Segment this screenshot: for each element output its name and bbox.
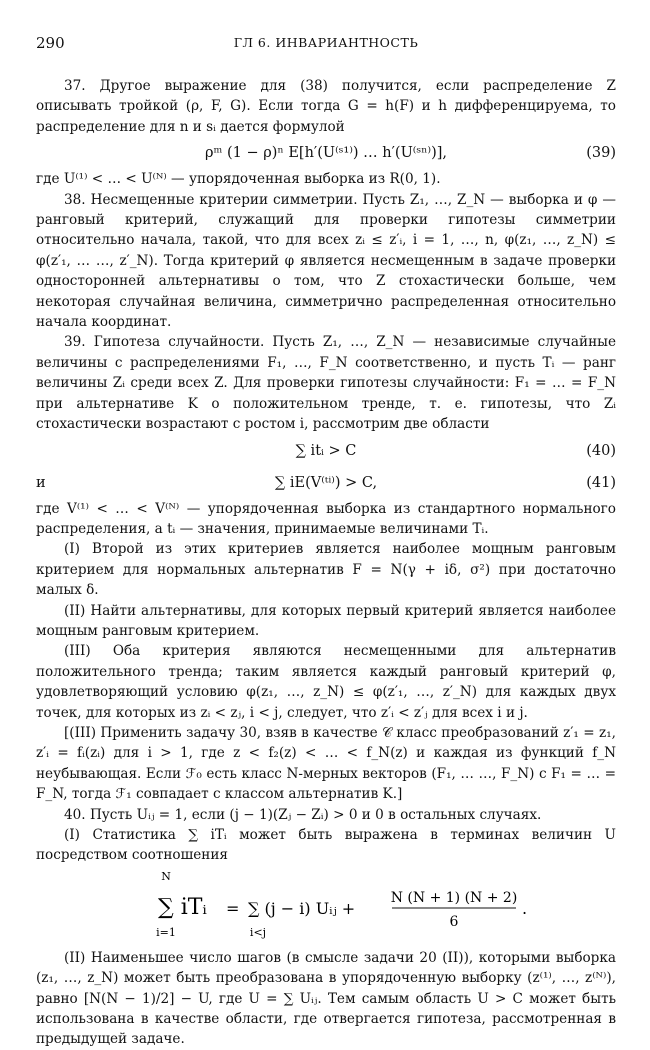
- sum-lower-limit: i=1: [156, 925, 176, 939]
- equation-40: [36, 435, 616, 467]
- problem-38-text: 38. Несмещенные критерии симметрии. Пусть Z₁, …, Z_N — выборка и φ — ранговый критерий, служащий для проверки гипотезы симметрии относительно начала, такой, что для всех zᵢ ≤ z′ᵢ, i = 1, …, n, φ(z₁, …, z_N) ≤ φ(z′₁, … …, z′_N). Тогда критерий φ является несмещенным в задаче проверки односторонней альтернативы о том, что Z стохастически больше, чем некоторая случайная величина, симметрично распределенная относительно начала координат.: [36, 191, 616, 331]
- equation-41: [36, 467, 616, 499]
- problem-40-part-2: (II) Наименьшее число шагов (в смысле задачи 20 (II)), которыми выборка (z₁, …, z_N) может быть преобразована в упорядоченную выборку (z⁽¹⁾, …, z⁽ᴺ⁾), равно [N(N − 1)/2] − U, где U = ∑ Uᵢⱼ. Тем самым область U > C может быть использована в качестве области, где отвергается гипотеза, рассмотренная в предыдущей задаче.: [36, 949, 616, 1048]
- equation-39-label: (39): [586, 145, 616, 162]
- equation-41-label: (41): [586, 474, 616, 491]
- problem-37-text: 37. Другое выражение для (38) получится, если распределение Z описывать тройкой (ρ, F, G). Если тогда G = h(F) и h дифференцируема, то распределение для n и sᵢ дается формулой: [36, 78, 616, 135]
- problem-39-part-1: (I) Второй из этих критериев является наиболее мощным ранговым критерием для нормальных альтернатив F = N(γ + iδ, σ²) при достаточно малых δ.: [36, 541, 616, 599]
- page-body: [36, 76, 616, 1050]
- problem-37-tail: где U⁽¹⁾ < … < U⁽ᴺ⁾ — упорядоченная выборка из R(0, 1).: [36, 171, 441, 188]
- equation-39-formula: ρᵐ (1 − ρ)ⁿ E[h′(U⁽ˢ¹⁾) … h′(U⁽ˢⁿ⁾)],: [205, 145, 447, 162]
- equation-41-formula: ∑ iE(V⁽ᵗⁱ⁾) > C,: [274, 474, 378, 491]
- problem-39-hint: [(III) Применить задачу 30, взяв в качестве 𝒞 класс преобразований z′₁ = z₁, z′ᵢ = fᵢ(zᵢ) для i > 1, где z < f₂(z) < … < f_N(z) и каждая из функций f_N неубывающая. Если ℱ₀ есть класс N-мерных векторов (F₁, … …, F_N) с F₁ = … = F_N, тогда ℱ₁ совпадает с классом альтернатив K.]: [36, 724, 616, 803]
- and-word: и: [36, 474, 46, 491]
- problem-39-text: 39. Гипотеза случайности. Пусть Z₁, …, Z_N — независимые случайные величины с распределениями F₁, …, F_N соответственно, и пусть Tᵢ — ранг величины Zᵢ среди всех Z. Для проверки гипотезы случайности: F₁ = … = F_N при альтернативе K о положительном тренде, т. е. гипотезы, что Zᵢ стохастически возрастают с ростом i, рассмотрим две области: [36, 334, 616, 433]
- running-title: ГЛ 6. ИНВАРИАНТНОСТЬ: [233, 35, 419, 50]
- sum-upper-limit: N: [161, 869, 171, 883]
- sum-rhs-lower-limit: i<j: [249, 925, 267, 939]
- book-page: [36, 20, 616, 1050]
- sum-lhs: ∑ iTᵢ: [158, 894, 207, 920]
- problem-40-part-1: (I) Статистика ∑ iTᵢ может быть выражена в терминах величин U посредством соотношения: [36, 827, 616, 864]
- problem-39-part-3: (III) Оба критерия являются несмещенными для альтернатив положительного тренда; таким является каждый ранговый критерий φ, удовлетворяющий условию φ(z₁, …, z_N) ≤ φ(z′₁, …, z′_N) для каждых двух точек, для которых из zᵢ < zⱼ, i < j, следует, что z′ᵢ < z′ⱼ для всех i и j.: [36, 643, 616, 721]
- fraction-numerator: N (N + 1) (N + 2): [390, 889, 518, 906]
- problem-39-part-2: (II) Найти альтернативы, для которых первый критерий является наиболее мощным ранговым критерием.: [36, 602, 616, 639]
- sum-rhs: ∑ (j − i) Uᵢⱼ +: [248, 898, 356, 918]
- equals-sign: =: [226, 898, 240, 918]
- problem-40-text: 40. Пусть Uᵢⱼ = 1, если (j − 1)(Zⱼ − Zᵢ) > 0 и 0 в остальных случаях.: [64, 806, 542, 823]
- equation-39: [36, 137, 616, 169]
- fraction-denominator: 6: [449, 913, 459, 930]
- sum-identity-formula: [36, 866, 616, 948]
- equation-40-label: (40): [586, 442, 616, 459]
- formula-period: .: [522, 898, 528, 918]
- problem-39-continuation: где V⁽¹⁾ < … < V⁽ᴺ⁾ — упорядоченная выборка из стандартного нормального распределения, а tᵢ — значения, принимаемые величинами Tᵢ.: [36, 500, 616, 537]
- equation-40-formula: ∑ itᵢ > C: [295, 442, 357, 459]
- page-header: [36, 20, 616, 52]
- equation-sum-identity: [36, 866, 616, 948]
- page-number: 290: [36, 34, 65, 52]
